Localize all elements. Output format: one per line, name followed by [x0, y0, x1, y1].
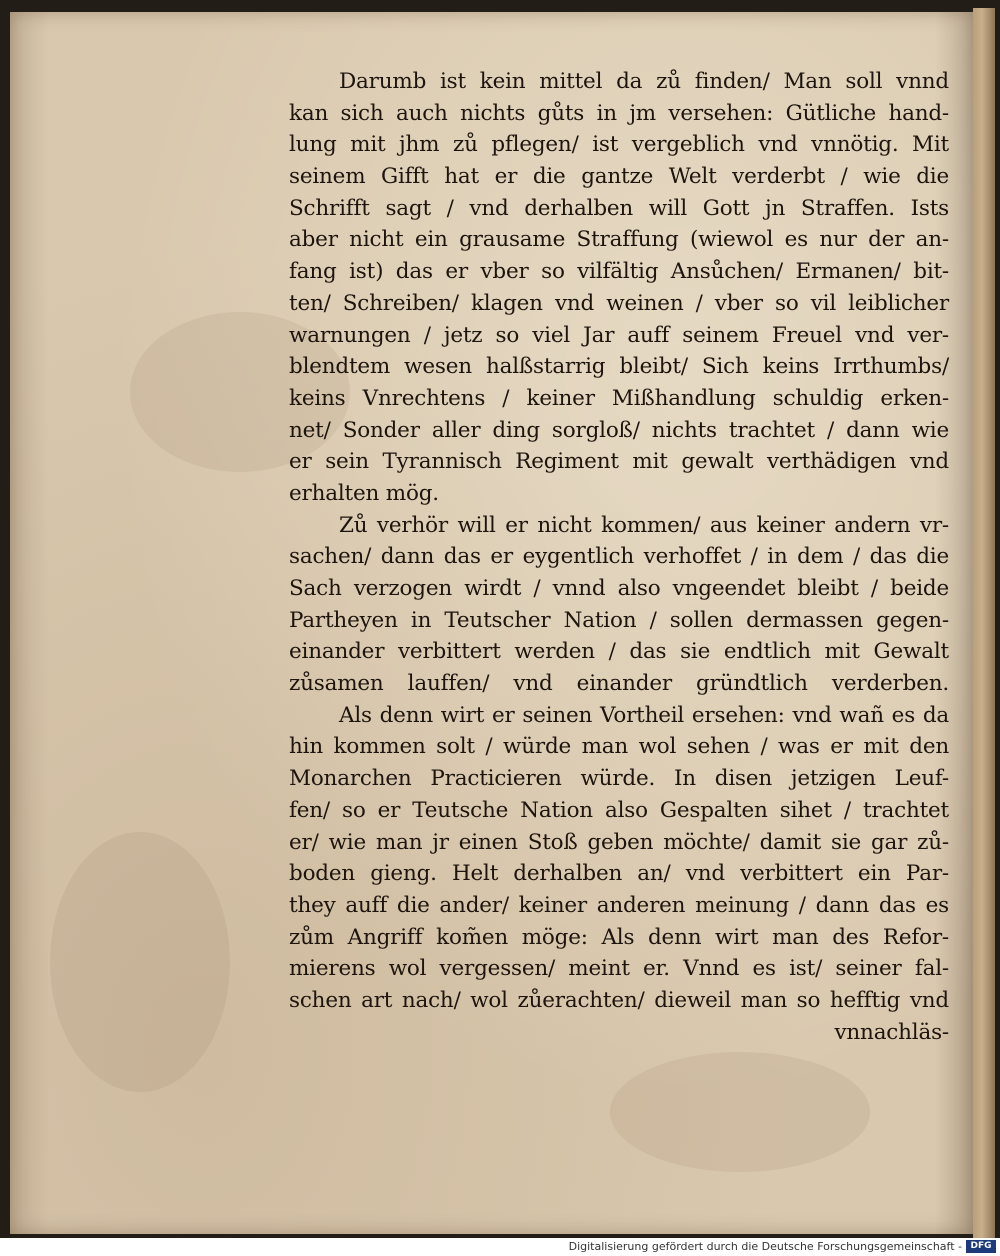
- text-line: er/ wie man jr einen Stoß geben möchte/ damit sie gar zů-: [289, 829, 949, 855]
- catchword: vnnachläs-: [834, 1019, 949, 1045]
- text-line: erhalten mög.: [289, 480, 439, 506]
- text-line: keins Vnrechtens / keiner Mißhandlung schuldig erken-: [289, 385, 949, 411]
- text-line: Monarchen Practicieren würde. In disen jetzigen Leuf-: [289, 766, 949, 792]
- page-edge: [973, 8, 995, 1238]
- funding-credit: Digitalisierung gefördert durch die Deutsche Forschungsgemeinschaft -: [568, 1240, 962, 1253]
- paper-stain: [610, 1052, 870, 1172]
- paper-stain: [50, 832, 230, 1092]
- text-line: Sach verzogen wirdt / vnnd also vngeendet bleibt / beide: [289, 576, 949, 601]
- text-line: zůsamen lauffen/ vnd einander gründtlich verderben.: [289, 671, 949, 697]
- text-line: boden gieng. Helt derhalben an/ vnd verbittert ein Par-: [289, 861, 949, 887]
- text-line: zům Angriff kom̃en möge: Als denn wirt man des Refor-: [289, 924, 949, 950]
- text-line: hin kommen solt / würde man wol sehen / was er mit den: [289, 734, 949, 760]
- footer-bar: [0, 1238, 1000, 1256]
- text-line: Partheyen in Teutscher Nation / sollen dermassen gegen-: [289, 607, 949, 633]
- text-line: er sein Tyrannisch Regiment mit gewalt verthädigen vnd: [289, 449, 949, 475]
- text-line: they auff die ander/ keiner anderen meinung / dann das es: [289, 892, 949, 918]
- text-line: net/ Sonder aller ding sorgloß/ nichts trachtet / dann wie: [289, 417, 949, 443]
- text-line: fen/ so er Teutsche Nation also Gespalten sihet / trachtet: [289, 797, 949, 823]
- text-line: fang ist) das er vber so vilfältig Ansůchen/ Ermanen/ bit-: [289, 259, 949, 285]
- text-line: sachen/ dann das er eygentlich verhoffet / in dem / das die: [289, 544, 949, 570]
- text-line: lung mit jhm zů pflegen/ ist vergeblich vnd vnnötig. Mit: [289, 132, 949, 158]
- page-text: [289, 66, 949, 1048]
- text-line: schen art nach/ wol zůerachten/ dieweil man so hefftig vnd: [289, 987, 949, 1013]
- text-line: Darumb ist kein mittel da zů finden/ Man soll vnnd: [339, 69, 949, 94]
- text-line: blendtem wesen halßstarrig bleibt/ Sich keins Irrthumbs/: [289, 354, 949, 380]
- text-line: mierens wol vergessen/ meint er. Vnnd es ist/ seiner fal-: [289, 956, 949, 982]
- text-line: einander verbittert werden / das sie endtlich mit Gewalt: [289, 639, 949, 665]
- text-line: Zů verhör will er nicht kommen/ aus keiner andern vr-: [339, 512, 949, 538]
- text-line: Schrifft sagt / vnd derhalben will Gott jn Straffen. Ists: [289, 195, 949, 221]
- text-line: Als denn wirt er seinen Vortheil ersehen: vnd wañ es da: [339, 702, 949, 728]
- text-line: ten/ Schreiben/ klagen vnd weinen / vber so vil leiblicher: [289, 290, 949, 316]
- text-line: kan sich auch nichts gůts in jm versehen: Gütliche hand-: [289, 100, 949, 126]
- text-line: aber nicht ein grausame Straffung (wiewol es nur der an-: [289, 227, 949, 253]
- dfg-logo-icon[interactable]: DFG: [966, 1240, 996, 1253]
- text-line: seinem Gifft hat er die gantze Welt verderbt / wie die: [289, 164, 949, 190]
- text-line: warnungen / jetz so viel Jar auff seinem Freuel vnd ver-: [289, 322, 949, 348]
